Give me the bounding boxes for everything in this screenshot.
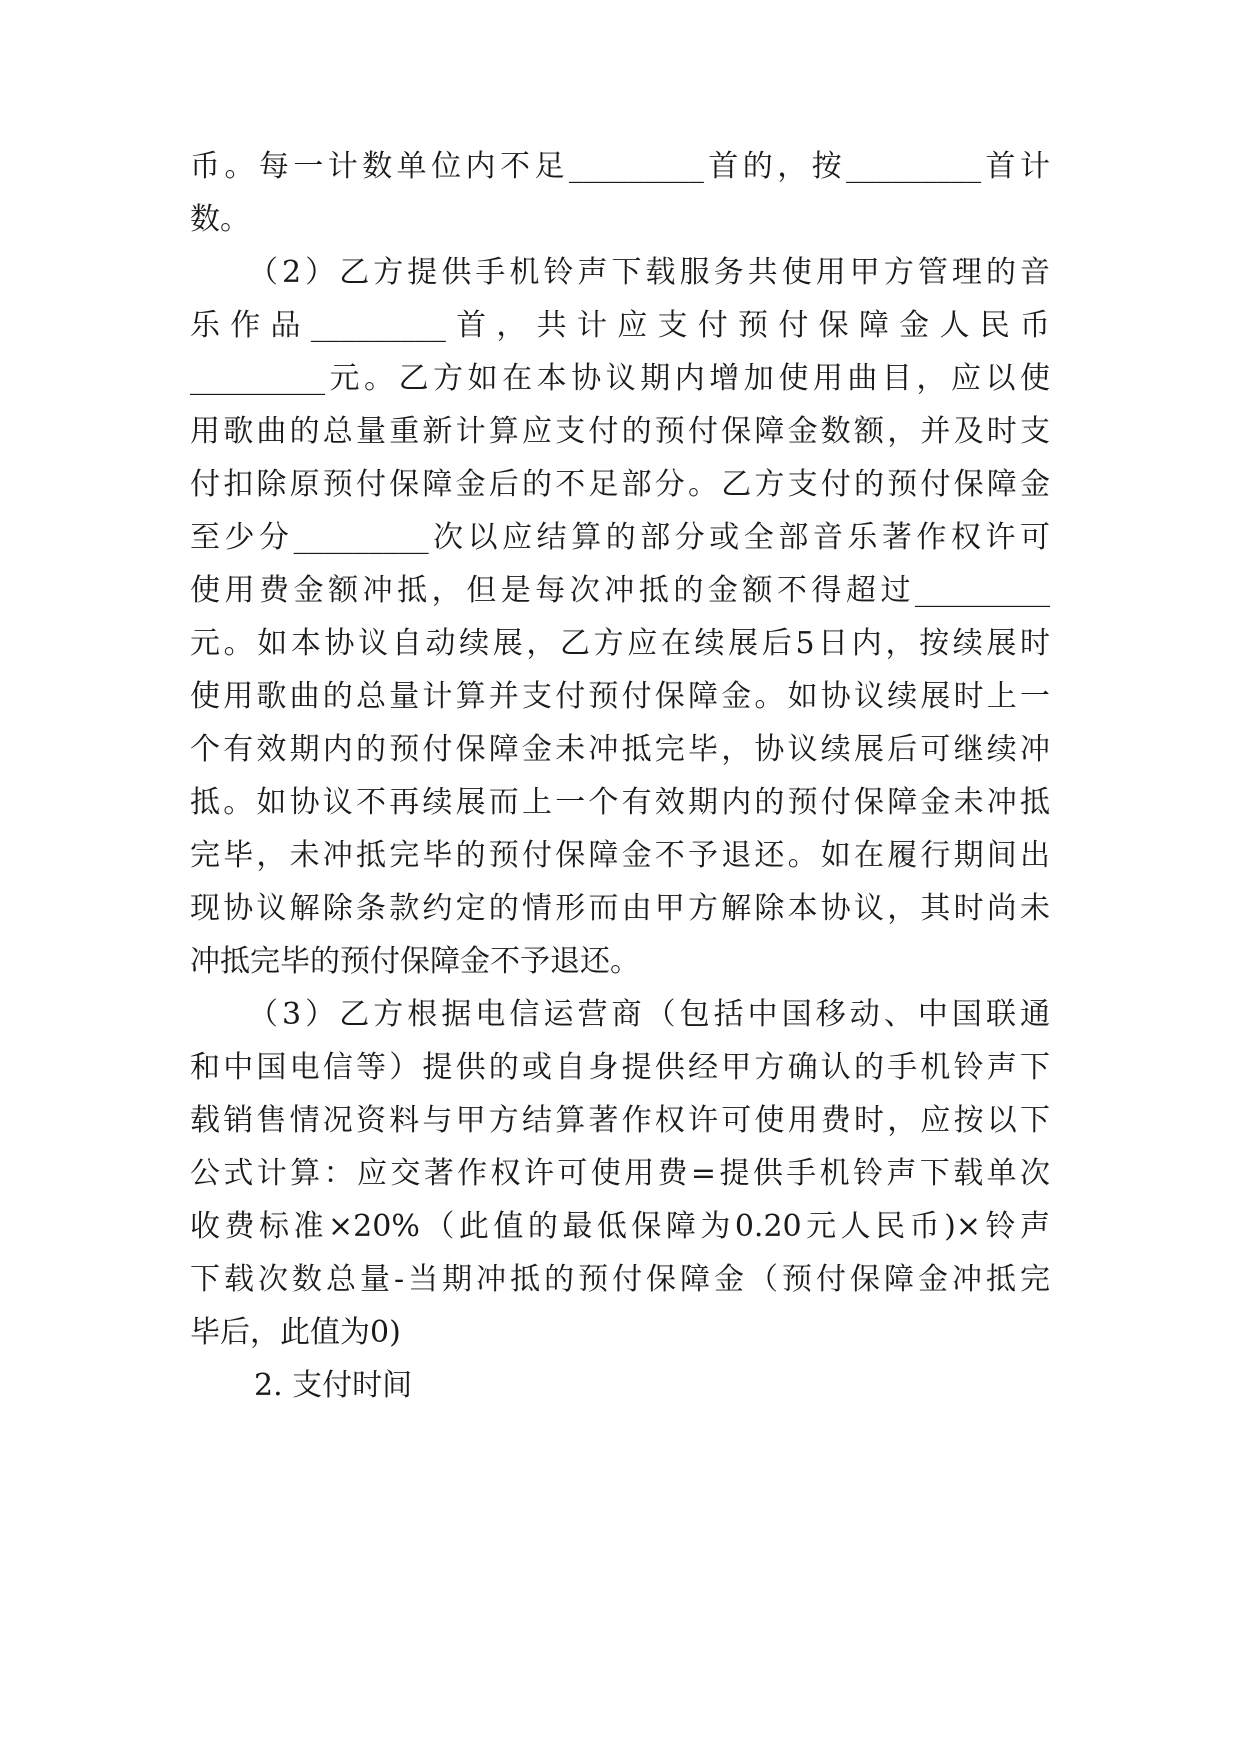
section-heading: 2. 支付时间 [254,1368,413,1403]
text-line: 币。每一计数单位内不足_________首的，按_________首计 [190,149,1050,184]
text-line: 毕后，此值为0) [190,1315,401,1350]
text-line: 下载次数总量-当期冲抵的预付保障金（预付保障金冲抵完 [190,1262,1050,1297]
text-line: 至少分_________次以应结算的部分或全部音乐著作权许可 [190,520,1050,555]
text-line: 数。 [190,202,250,237]
text-line: 付扣除原预付保障金后的不足部分。乙方支付的预付保障金 [190,467,1050,502]
text-line: 使用费金额冲抵，但是每次冲抵的金额不得超过_________ [190,573,1050,608]
text-line: （3）乙方根据电信运营商（包括中国移动、中国联通 [248,997,1050,1032]
text-line: _________元。乙方如在本协议期内增加使用曲目，应以使 [190,361,1050,396]
text-line: 使用歌曲的总量计算并支付预付保障金。如协议续展时上一 [190,679,1050,714]
text-line: 和中国电信等）提供的或自身提供经甲方确认的手机铃声下 [190,1050,1050,1085]
text-line: 抵。如协议不再续展而上一个有效期内的预付保障金未冲抵 [190,785,1050,820]
text-line: 收费标准×20%（此值的最低保障为0.20元人民币)×铃声 [190,1209,1050,1244]
text-line: 现协议解除条款约定的情形而由甲方解除本协议，其时尚未 [190,891,1050,926]
text-line: 元。如本协议自动续展，乙方应在续展后5日内，按续展时 [190,626,1050,661]
text-line: 完毕，未冲抵完毕的预付保障金不予退还。如在履行期间出 [190,838,1050,873]
text-line: 公式计算：应交著作权许可使用费=提供手机铃声下载单次 [190,1156,1050,1191]
text-line: （2）乙方提供手机铃声下载服务共使用甲方管理的音 [248,255,1050,290]
text-line: 乐作品_________首，共计应支付预付保障金人民币 [190,308,1050,343]
text-line: 用歌曲的总量重新计算应支付的预付保障金数额，并及时支 [190,414,1050,449]
text-line: 个有效期内的预付保障金未冲抵完毕，协议续展后可继续冲 [190,732,1050,767]
text-line: 载销售情况资料与甲方结算著作权许可使用费时，应按以下 [190,1103,1050,1138]
text-line: 冲抵完毕的预付保障金不予退还。 [190,944,640,979]
